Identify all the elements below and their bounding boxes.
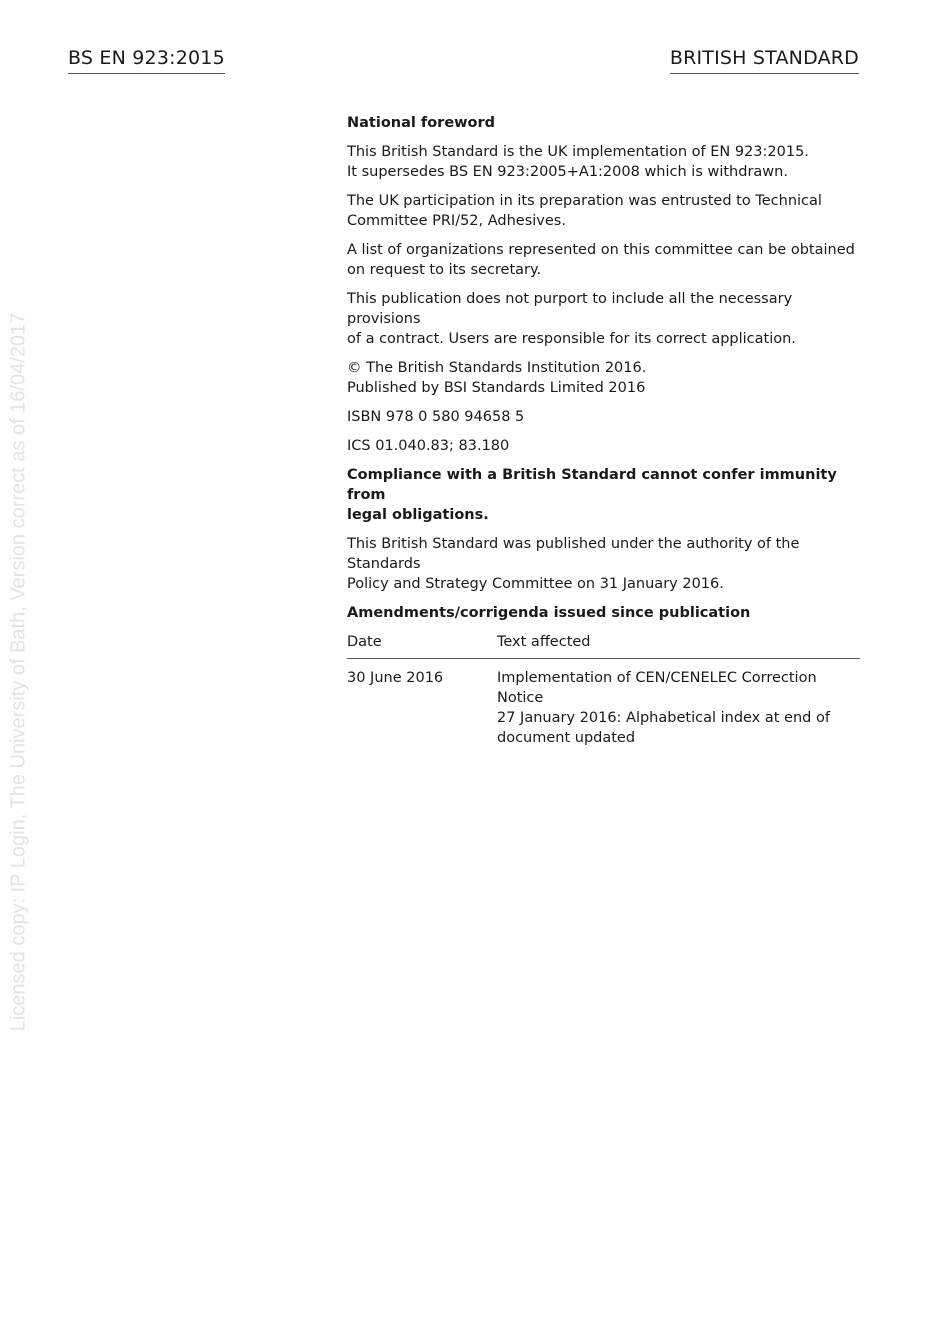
provisions-line: This publication does not purport to include all the necessary provisions	[347, 291, 793, 327]
amendment-text-line: document updated	[497, 730, 636, 746]
publisher-line: Published by BSI Standards Limited 2016	[347, 380, 646, 396]
amendment-text-line: Implementation of CEN/CENELEC Correction Notice	[497, 670, 817, 706]
organizations-line: A list of organizations represented on this committee can be obtained	[347, 242, 855, 258]
provisions-line: of a contract. Users are responsible for its correct application.	[347, 331, 796, 347]
participation-line: The UK participation in its preparation was entrusted to Technical	[347, 193, 822, 209]
amendments-heading: Amendments/corrigenda issued since publication	[347, 605, 751, 621]
participation-line: Committee PRI/52, Adhesives.	[347, 213, 566, 229]
implementation-line: This British Standard is the UK implementation of EN 923:2015.	[347, 144, 809, 160]
amendment-text-line: 27 January 2016: Alphabetical index at end of	[497, 710, 830, 726]
copyright-paragraph	[347, 358, 859, 398]
compliance-notice	[347, 465, 859, 525]
amendments-table	[347, 632, 860, 748]
column-header-text-affected: Text affected	[497, 632, 860, 659]
copyright-line: © The British Standards Institution 2016.	[347, 360, 647, 376]
compliance-line: Compliance with a British Standard cannot confer immunity from	[347, 467, 837, 503]
compliance-line: legal obligations.	[347, 507, 489, 523]
supersedes-line: It supersedes BS EN 923:2005+A1:2008 which is withdrawn.	[347, 164, 788, 180]
participation-paragraph	[347, 191, 859, 231]
organizations-line: on request to its secretary.	[347, 262, 542, 278]
amendment-text	[497, 659, 860, 749]
standard-type-label: BRITISH STANDARD	[670, 46, 859, 74]
column-header-date: Date	[347, 632, 497, 659]
ics-code: ICS 01.040.83; 83.180	[347, 438, 510, 454]
organizations-paragraph	[347, 240, 859, 280]
foreword-heading: National foreword	[347, 115, 496, 131]
table-header-row	[347, 632, 860, 659]
authority-line: Policy and Strategy Committee on 31 January 2016.	[347, 576, 724, 592]
implementation-paragraph	[347, 142, 859, 182]
authority-line: This British Standard was published under the authority of the Standards	[347, 536, 800, 572]
provisions-paragraph	[347, 289, 859, 349]
national-foreword	[347, 113, 859, 748]
standard-number: BS EN 923:2015	[68, 46, 225, 74]
isbn: ISBN 978 0 580 94658 5	[347, 409, 525, 425]
amendment-date: 30 June 2016	[347, 670, 444, 686]
authority-paragraph	[347, 534, 859, 594]
table-row	[347, 659, 860, 749]
license-watermark: Licensed copy: IP Login, The University of Bath, Version correct as of 16/04/2017	[7, 312, 30, 1032]
